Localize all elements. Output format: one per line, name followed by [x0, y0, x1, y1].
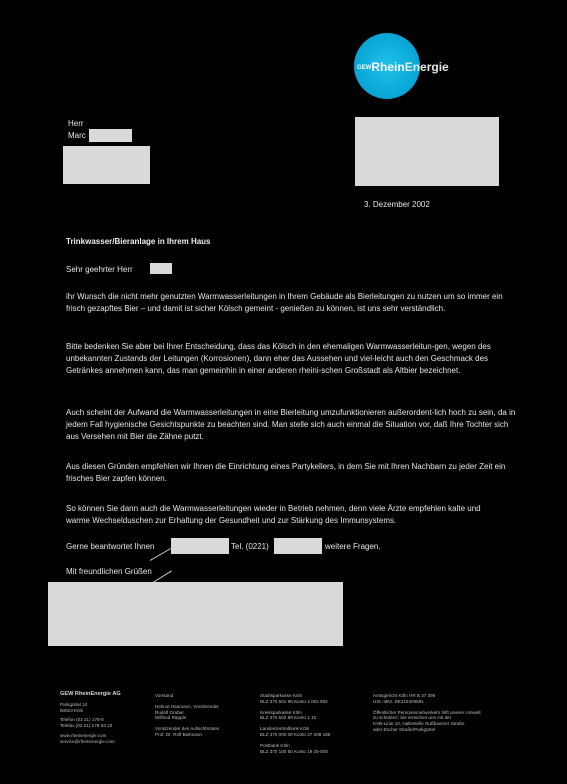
footer-line: Kreissparkasse Köln — [260, 709, 302, 715]
contact-tel: Tel. (0221) — [231, 542, 269, 551]
footer-line: USt.-IdNr. DE215409591 — [373, 698, 424, 704]
redacted-phone — [274, 538, 322, 554]
footer-company-title: GEW RheinEnergie AG — [60, 691, 121, 697]
logo-energie: Energie — [404, 60, 449, 74]
contact-prefix: Gerne beantwortet Ihnen — [66, 542, 155, 551]
footer-line: Rudolf Gruber — [155, 709, 184, 715]
logo-rhein: Rhein — [371, 60, 405, 74]
redacted-sender-block — [355, 117, 499, 186]
paragraph-1: ihr Wunsch die nicht mehr genutzten Warmwasserleitungen in Ihrem Gebäude als Bierleitungen zu nutzen um so immer ein frisch gezapftes Bier – und damit ist sicher Kölsch gemeint - genießen zu können, ist uns sehr verständlich. — [66, 292, 503, 313]
redacted-salutation-name — [150, 263, 172, 274]
redacted-address — [63, 146, 150, 184]
redacted-name — [89, 129, 132, 142]
footer-company — [60, 692, 121, 745]
salutation: Sehr geehrter Herr — [66, 265, 133, 274]
footer-line: Postbank Köln — [260, 742, 290, 748]
redacted-signature — [48, 582, 343, 646]
footer-line: zu schützen: Sie erreichen uns mit der — [373, 715, 452, 721]
footer-line: BLZ 370 502 99 Konto 1 10 — [260, 715, 317, 721]
footer-line: KVB-Linie 13, Haltestelle Nußbaumer Straße — [373, 721, 465, 727]
paragraph-2: Bitte bedenken Sie aber bei Ihrer Entscheidung, dass das Kölsch in den ehemaligen Warmwasserleitun-gen, wegen des unbekannten Zustands der Leitungen (Korrosionen), dann eher das Aussehen und viel-leicht auch den Geschmack des Getränkes annehmen kann, das man gemeinhin in einer anderen rheini-schen Großstadt als Altbier bezeichnet. — [66, 342, 491, 375]
contact-suffix: weitere Fragen. — [325, 542, 381, 551]
footer-line: Telefon (02 21) 178-0 — [60, 717, 104, 723]
footer-line: Telefax (02 21) 178-33 22 — [60, 723, 113, 729]
footer-link[interactable]: service@rheinenergie.com — [60, 738, 115, 744]
footer-line: Vorsitzender des Aufsichtsrates — [155, 726, 220, 732]
paragraph-5: So können Sie dann auch die Warmwasserleitungen wieder in Betrieb nehmen, denn viele Ärzte empfehlen kalte und warme Wechselduschen zur Erhaltung der Gesundheit und zur Stärkung des Immunsystems. — [66, 504, 481, 525]
footer-vorstand — [155, 693, 219, 738]
footer-legal — [373, 693, 481, 733]
recipient-title: Herr — [68, 119, 84, 128]
footer-link[interactable]: www.rheinenergie.com — [60, 732, 107, 738]
footer-line: Prof. Dr. Rolf Bietmann — [155, 731, 202, 737]
footer-line: BLZ 370 100 50 Konto 19 25-500 — [260, 748, 328, 754]
company-logo — [357, 58, 449, 76]
footer-line: Stadtsparkasse Köln — [260, 693, 303, 698]
footer-line: Wilfried Räpple — [155, 715, 187, 721]
footer-line: Helmut Haumann, Vorsitzender — [155, 703, 219, 709]
footer-line: 50823 Köln — [60, 707, 84, 713]
footer-line: oder Escher Straße/Parkgürtel — [373, 726, 436, 732]
letter-date: 3. Dezember 2002 — [364, 200, 430, 209]
letter-subject: Trinkwasser/Bieranlage in Ihrem Haus — [66, 237, 211, 246]
paragraph-3: Auch scheint der Aufwand die Warmwasserleitungen in eine Bierleitung umzufunktionieren außerordent-lich hoch zu sein, da in jedem Fall hygienische Gesichtspunkte zu beachten sind. Man stelle sich auch einmal die Situation vor, daß Ihre Tochter sich aus Versehen mit Bier die Zähne putzt. — [66, 408, 516, 441]
footer-banks — [260, 693, 330, 754]
paragraph-4: Aus diesen Gründen empfehlen wir Ihnen die Einrichtung eines Partykellers, in dem Sie mit Ihren Nachbarn zu jeder Zeit ein frisches Bier zapfen können. — [66, 462, 506, 483]
footer-line: Vorstand — [155, 693, 174, 698]
closing: Mit freundlichen Grüßen — [66, 567, 152, 576]
logo-prefix: GEW — [357, 65, 372, 71]
footer-line: BLZ 370 501 98 Konto 4 002 952 — [260, 698, 328, 704]
footer-line: Landeszentralbank Köln — [260, 726, 310, 732]
footer-line: Parkgürtel 24 — [60, 701, 88, 707]
recipient-name: Marc — [68, 131, 86, 140]
redacted-contact-person — [171, 538, 229, 554]
footer-line: BLZ 370 000 00 Konto 37 008 186 — [260, 731, 331, 737]
footer-line: Öffentlicher Personennahverkehr hilft unsere Umwelt — [373, 709, 481, 715]
footer-line: Amtsgericht Köln HR B 37 396 — [373, 693, 436, 698]
